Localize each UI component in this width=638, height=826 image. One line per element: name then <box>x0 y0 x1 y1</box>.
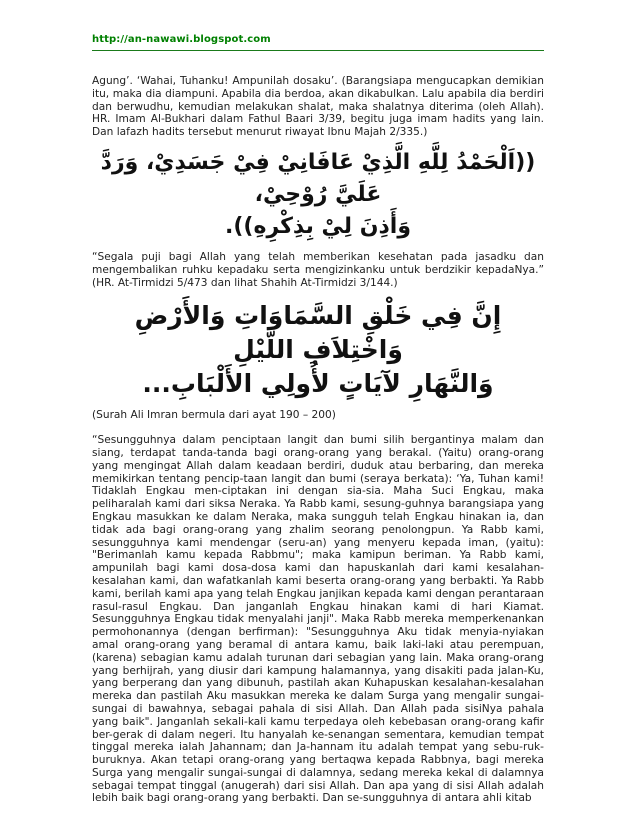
paragraph-verse-translation: “Sesungguhnya dalam penciptaan langit dan bumi silih bergantinya malam dan siang, terdapat tanda-tanda bagi orang-orang yang berakal. (Yaitu) orang-orang yang mengingat Allah dalam keadaan berdiri, duduk atau berbaring, dan mereka memikirkan tentang pencip-taan langit dan bumi (seraya berkata): ‘Ya, Tuhan kami! Tidaklah Engkau men-ciptakan ini dengan sia-sia. Maha Suci Engkau, maka peliharalah kami dari siksa Neraka. Ya Rabb kami, sesung-guhnya barangsiapa yang Engkau masukkan ke dalam Neraka, maka sungguh telah Engkau hinakan ia, dan tidak ada bagi orang-orang yang zhalim seorang penolongpun. Ya Rabb kami, sesungguhnya kami mendengar (seru-an) yang menyeru kepada iman, (yaitu): "Berimanlah kamu kepada Rabbmu"; maka kamipun beriman. Ya Rabb kami, ampunilah bagi kami dosa-dosa kami dan hapuskanlah dari kami kesalahan-kesalahan kami, dan wafatkanlah kami beserta orang-orang yang berbakti. Ya Rabb kami, berilah kami apa yang telah Engkau janjikan kepada kami dengan perantaraan rasul-rasul Engkau. Dan janganlah Engkau hinakan kami di hari Kiamat. Sesungguhnya Engkau tidak menyalahi janji". Maka Rabb mereka memperkenankan permohonannya (dengan berfirman): "Sesungguhnya Aku tidak menyia-nyiakan amal orang-orang yang beramal di antara kamu, baik laki-laki atau perempuan, (karena) sebagian kamu adalah turunan dari sebagian yang lain. Maka orang-orang yang berhijrah, yang diusir dari kampung halamannya, yang disakiti pada jalan-Ku, yang berperang dan yang dibunuh, pastilah akan Kuhapuskan kesalahan-kesalahan mereka dan pastilah Aku masukkan mereka ke dalam Surga yang mengalir sungai-sungai di bawahnya, sebagai pahala di sisi Allah. Dan Allah pada sisiNya pahala yang baik". Janganlah sekali-kali kamu terpedaya oleh kebebasan orang-orang kafir ber-gerak di dalam negeri. Itu hanyalah ke-senangan sementara, kemudian tempat tinggal mereka ialah Jahannam; dan Ja-hannam itu adalah tempat yang sebu-ruk-buruknya. Akan tetapi orang-orang yang bertaqwa kepada Rabbnya, bagi mereka Surga yang mengalir sungai-sungai di dalamnya, sedang mereka kekal di dalamnya sebagai tempat tinggal (anugerah) dari sisi Allah. Dan apa yang di sisi Allah adalah lebih baik bagi orang-orang yang berbakti. Dan se-sungguhnya di antara ahli kitab <box>92 434 544 805</box>
arabic-dua-line-1: ((اَلْحَمْدُ لِلَّهِ الَّذِيْ عَافَانِيْ فِيْ جَسَدِيْ، وَرَدَّ عَلَيَّ رُوْحِيْ، <box>100 149 536 207</box>
header-divider <box>92 50 544 51</box>
paragraph-hadith-intro: Agung’. ‘Wahai, Tuhanku! Ampunilah dosaku’. (Barangsiapa mengucapkan demikian itu, maka dia diampuni. Apabila dia berdoa, akan dikabulkan. Lalu apabila dia berdiri dan berwudhu, kemudian melakukan shalat, maka shalatnya diterima (oleh Allah). HR. Imam Al-Bukhari dalam Fathul Baari 3/39, begitu juga imam hadits yang lain. Dan lafazh hadits tersebut menurut riwayat Ibnu Majah 2/335.) <box>92 75 544 139</box>
document-body <box>92 75 544 805</box>
arabic-verse-line-1: إِنَّ فِي خَلْقِ السَّمَاوَاتِ وَالأَرْضِ وَاخْتِلاَفِ اللَّيْلِ <box>134 301 502 365</box>
arabic-dua-line-2: وَأَذِنَ لِيْ بِذِكْرِهِ)). <box>224 213 412 239</box>
paragraph-surah-reference: (Surah Ali Imran bermula dari ayat 190 – 200) <box>92 409 336 422</box>
arabic-verse-line-2: وَالنَّهَارِ لآيَاتٍ لأُولِي الأَلْبَابِ... <box>142 369 494 399</box>
paragraph-dua-translation: “Segala puji bagi Allah yang telah memberikan kesehatan pada jasadku dan mengembalikan ruhku kepadaku serta mengizinkanku untuk berdzikir kepadaNya.” (HR. At-Tirmidzi 5/473 dan lihat Shahih At-Tirmidzi 3/144.) <box>92 250 544 289</box>
blog-url-link[interactable]: http://an-nawawi.blogspot.com <box>92 34 271 45</box>
